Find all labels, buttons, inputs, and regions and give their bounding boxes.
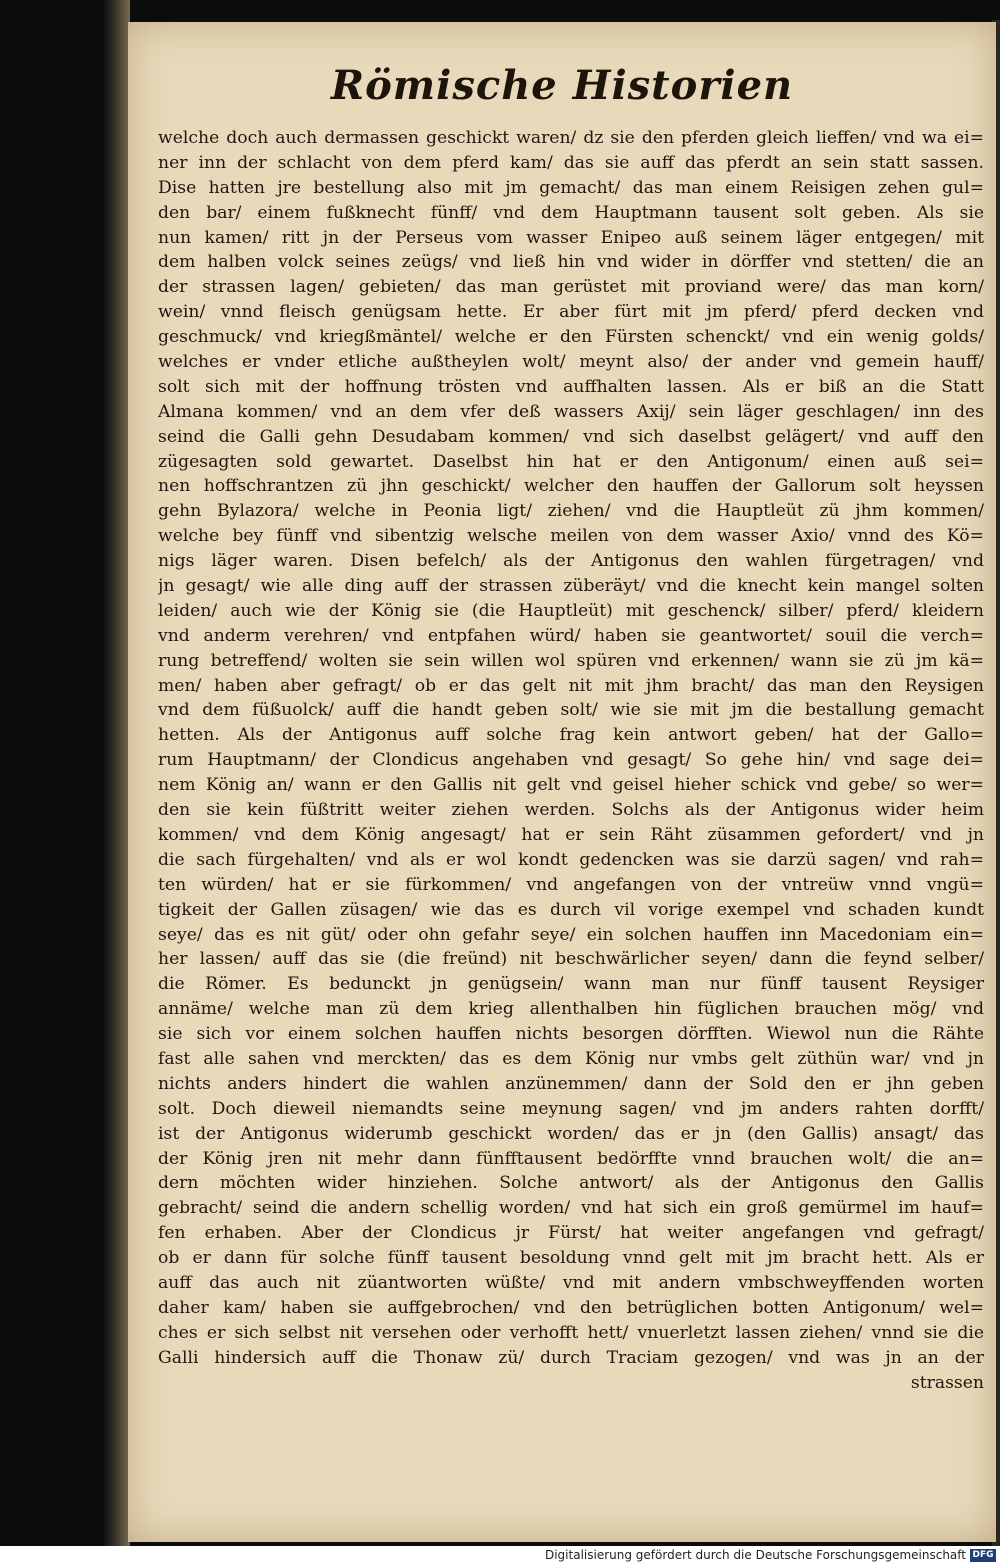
text-line: sie sich vor einem solchen hauffen nichts besorgen dörfften. Wiewol nun die Rähte (158, 1024, 984, 1045)
text-line: die Römer. Es bedunckt jn genügsein/ wann man nur fünff tausent Reysiger (158, 974, 984, 995)
text-line: annäme/ welche man zü dem krieg allenthalben hin füglichen brauchen mög/ vnd (158, 999, 984, 1020)
text-line: ner inn der schlacht von dem pferd kam/ das sie auff das pferdt an sein statt sassen. (158, 152, 984, 173)
text-line: ob er dann für solche fünff tausent besoldung vnnd gelt mit jm bracht hett. Als er (158, 1248, 984, 1269)
text-line: wein/ vnnd fleisch genügsam hette. Er aber fürt mit jm pferd/ pferd decken vnd (158, 302, 984, 323)
dfg-logo-icon: DFG (970, 1549, 996, 1562)
text-line: auff das auch nit züantworten wüßte/ vnd mit andern vmbschweyffenden worten (158, 1272, 984, 1293)
text-line: Galli hindersich auff die Thonaw zü/ durch Traciam gezogen/ vnd was jn an der (158, 1347, 984, 1368)
text-line: rung betreffend/ wolten sie sein willen wol spüren vnd erkennen/ wann sie zü jm kä= (158, 650, 984, 671)
text-line: den bar/ einem fußknecht fünff/ vnd dem Hauptmann tausent solt geben. Als sie (158, 202, 984, 223)
text-line: nem König an/ wann er den Gallis nit gelt vnd geisel hieher schick vnd gebe/ so wer= (158, 775, 984, 796)
text-line: den sie kein füßtritt weiter ziehen werden. Solchs als der Antigonus wider heim (158, 800, 984, 821)
text-line: Almana kommen/ vnd an dem vfer deß wassers Axij/ sein läger geschlagen/ inn des (158, 401, 984, 422)
text-line: gebracht/ seind die andern schellig worden/ vnd hat sich ein groß gemürmel im hauf= (158, 1198, 984, 1219)
text-line: nigs läger waren. Disen befelch/ als der Antigonus den wahlen fürgetragen/ vnd (158, 551, 984, 572)
running-head: Römische Historien (330, 62, 794, 109)
text-line: ist der Antigonus widerumb geschickt worden/ das er jn (den Gallis) ansagt/ das (158, 1123, 984, 1144)
body-text (158, 126, 984, 1395)
text-line: der König jren nit mehr dann fünfftausent bedörffte vnnd brauchen wolt/ die an= (158, 1148, 984, 1169)
text-line: vnd dem füßuolck/ auff die handt geben solt/ wie sie mit jm die bestallung gemacht (158, 700, 984, 721)
text-line: solt sich mit der hoffnung trösten vnd auffhalten lassen. Als er biß an die Statt (158, 376, 984, 397)
text-line: strassen (910, 1372, 984, 1393)
text-line: welche doch auch dermassen geschickt waren/ dz sie den pferden gleich lieffen/ vnd wa ei= (158, 128, 984, 148)
text-line: vnd anderm verehren/ vnd entpfahen würd/ haben sie geantwortet/ souil die verch= (158, 625, 984, 646)
text-line: welche bey fünff vnd sibentzig welsche meilen von dem wasser Axio/ vnnd des Kö= (158, 526, 984, 547)
text-line: ten würden/ hat er sie fürkommen/ vnd angefangen von der vntreüw vnnd vngü= (158, 874, 984, 895)
text-line: die sach fürgehalten/ vnd als er wol kondt gedencken was sie darzü sagen/ vnd rah= (158, 849, 984, 870)
text-line: Dise hatten jre bestellung also mit jm gemacht/ das man einem Reisigen zehen gul= (158, 177, 984, 198)
text-line: kommen/ vnd dem König angesagt/ hat er sein Räht züsammen gefordert/ vnd jn (158, 824, 984, 845)
text-line: jn gesagt/ wie alle ding auff der strassen züberäyt/ vnd die knecht kein mangel solten (158, 576, 984, 597)
text-line: dem halben volck seines zeügs/ vnd ließ hin vnd wider in dörffer vnd stetten/ die an (158, 252, 984, 273)
text-line: zügesagten sold gewartet. Daselbst hin hat er den Antigonum/ einen auß sei= (158, 451, 984, 472)
text-line: nichts anders hindert die wahlen anzünemmen/ dann der Sold den er jhn geben (158, 1073, 984, 1094)
text-line: seind die Galli gehn Desudabam kommen/ vnd sich daselbst gelägert/ vnd auff den (158, 426, 984, 447)
text-line: leiden/ auch wie der König sie (die Hauptleüt) mit geschenck/ silber/ pferd/ kleidern (158, 600, 984, 621)
text-line: men/ haben aber gefragt/ ob er das gelt nit mit jhm bracht/ das man den Reysigen (158, 675, 984, 696)
text-line: dern möchten wider hinziehen. Solche antwort/ als der Antigonus den Gallis (158, 1173, 984, 1194)
text-line: der strassen lagen/ gebieten/ das man gerüstet mit proviand were/ das man korn/ (158, 277, 984, 298)
text-line: hetten. Als der Antigonus auff solche frag kein antwort geben/ hat der Gallo= (158, 725, 984, 746)
text-line: seye/ das es nit güt/ oder ohn gefahr seye/ ein solchen hauffen inn Macedoniam ein= (158, 924, 984, 945)
text-line: ches er sich selbst nit versehen oder verhofft hett/ vnuerletzt lassen ziehen/ vnnd sie die (158, 1322, 984, 1343)
book-page (128, 22, 996, 1542)
text-line: fast alle sahen vnd merckten/ das es dem König nur vmbs gelt züthün war/ vnd jn (158, 1048, 984, 1069)
text-line: rum Hauptmann/ der Clondicus angehaben vnd gesagt/ So gehe hin/ vnd sage dei= (158, 750, 984, 771)
text-line: her lassen/ auff das sie (die freünd) nit beschwärlicher seyen/ dann die feynd selber/ (158, 949, 984, 970)
text-line: geschmuck/ vnd kriegßmäntel/ welche er den Fürsten schenckt/ vnd ein wenig golds/ (158, 327, 984, 348)
page-binding-edge (104, 0, 130, 1566)
text-line: fen erhaben. Aber der Clondicus jr Fürst/ hat weiter angefangen vnd gefragt/ (158, 1223, 984, 1244)
text-line: nun kamen/ ritt jn der Perseus vom wasser Enipeo auß seinem läger entgegen/ mit (158, 227, 984, 248)
text-line: gehn Bylazora/ welche in Peonia ligt/ ziehen/ vnd die Hauptleüt zü jhm kommen/ (158, 501, 984, 522)
footer-credit: Digitalisierung gefördert durch die Deutsche Forschungsgemeinschaft (544, 1548, 966, 1562)
text-line: nen hoffschrantzen zü jhn geschickt/ welcher den hauffen der Gallorum solt heyssen (158, 476, 984, 497)
text-line: solt. Doch dieweil niemandts seine meynung sagen/ vnd jm anders rahten dorfft/ (158, 1098, 984, 1119)
text-line: daher kam/ haben sie auffgebrochen/ vnd den betrüglichen botten Antigonum/ wel= (158, 1297, 984, 1318)
text-line: tigkeit der Gallen züsagen/ wie das es durch vil vorige exempel vnd schaden kundt (158, 899, 984, 920)
text-line: welches er vnder etliche außtheylen wolt/ meynt also/ der ander vnd gemein hauff/ (158, 352, 984, 373)
